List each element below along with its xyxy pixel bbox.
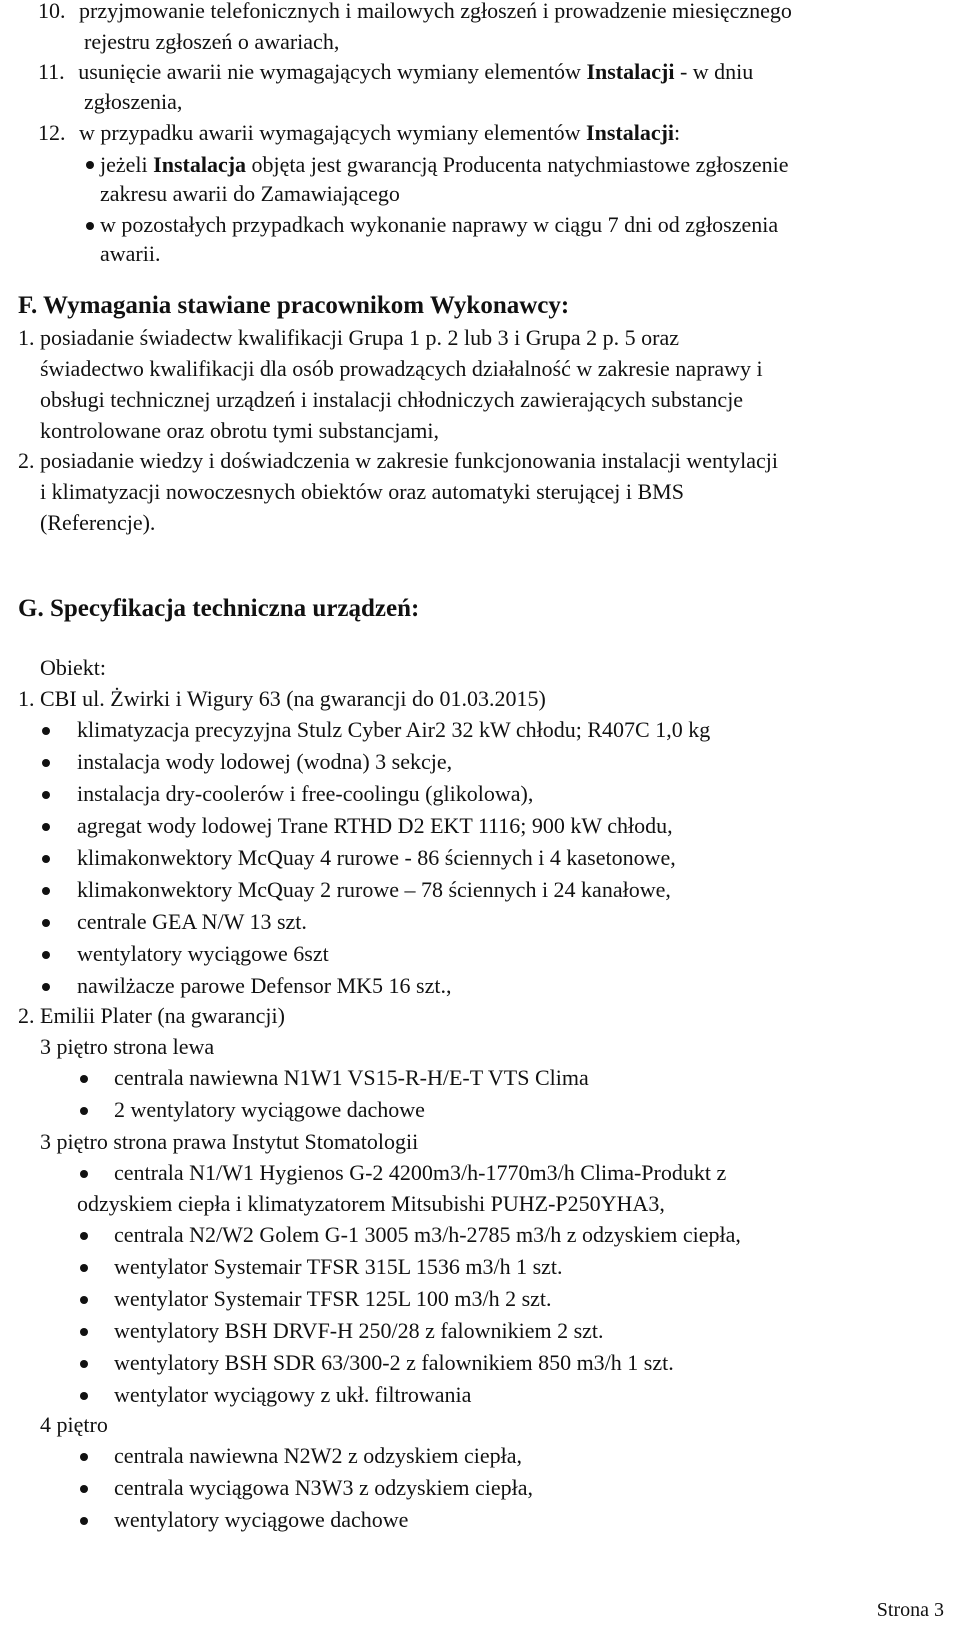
bullet-icon <box>42 919 50 927</box>
bullet-icon <box>86 222 94 230</box>
object-2-title: 2. Emilii Plater (na gwarancji) <box>18 1003 285 1028</box>
bullet-icon <box>80 1264 88 1272</box>
text-fragment: usunięcie awarii nie wymagających wymiany elementów <box>78 59 587 84</box>
list-item: agregat wody lodowej Trane RTHD D2 EKT 1116; 900 kW chłodu, <box>77 813 673 838</box>
bullet-icon <box>80 1453 88 1461</box>
bullet-icon <box>80 1170 88 1178</box>
bullet-icon <box>80 1075 88 1083</box>
list-item: wentylatory BSH SDR 63/300-2 z falownikiem 850 m3/h 1 szt. <box>114 1350 674 1375</box>
term-instalacji: Instalacji <box>586 120 675 145</box>
list-item: instalacja wody lodowej (wodna) 3 sekcje, <box>77 749 453 774</box>
item-text: przyjmowanie telefonicznych i mailowych zgłoszeń i prowadzenie miesięcznego <box>79 0 792 23</box>
sub-item-warranty-continuation: zakresu awarii do Zamawiającego <box>100 181 400 206</box>
list-item: centrala wyciągowa N3W3 z odzyskiem ciepła, <box>114 1475 534 1500</box>
list-item-11-continuation: zgłoszenia, <box>84 89 183 114</box>
section-f-heading: F. Wymagania stawiane pracownikom Wykonawcy: <box>18 292 570 319</box>
list-item-10 <box>38 0 792 26</box>
list-item: klimatyzacja precyzyjna Stulz Cyber Air2 32 kW chłodu; R407C 1,0 kg <box>77 717 711 742</box>
item-number: 12. <box>38 120 66 145</box>
bullet-icon <box>42 887 50 895</box>
section-f-item-1-line-1: 1. posiadanie świadectw kwalifikacji Grupa 1 p. 2 lub 3 i Grupa 2 p. 5 oraz <box>18 325 680 350</box>
list-item: instalacja dry-coolerów i free-coolingu (glikolowa), <box>77 781 534 806</box>
bullet-icon <box>42 983 50 991</box>
sub-item-other-cases: w pozostałych przypadkach wykonanie naprawy w ciągu 7 dni od zgłoszenia <box>100 212 779 237</box>
list-item: wentylator Systemair TFSR 125L 100 m3/h 2 szt. <box>114 1286 552 1311</box>
floor-3-right-label: 3 piętro strona prawa Instytut Stomatologii <box>40 1129 419 1154</box>
section-f-item-1-line-3: obsługi technicznej urządzeń i instalacji chłodniczych zawierających substancje <box>40 387 744 412</box>
term-instalacja: Instalacja <box>153 152 247 177</box>
section-f-item-1-line-4: kontrolowane oraz obrotu tymi substancjami, <box>40 418 439 443</box>
list-item-11 <box>38 57 753 87</box>
bullet-icon <box>42 727 50 735</box>
item-number: 10. <box>38 0 66 23</box>
list-item: centrala N1/W1 Hygienos G-2 4200m3/h-1770m3/h Clima-Produkt z <box>114 1160 727 1185</box>
list-item: 2 wentylatory wyciągowe dachowe <box>114 1097 425 1122</box>
list-item: klimakonwektory McQuay 2 rurowe – 78 ściennych i 24 kanałowe, <box>77 877 671 902</box>
bullet-icon <box>80 1392 88 1400</box>
list-item-10-continuation: rejestru zgłoszeń o awariach, <box>84 29 340 54</box>
sub-item-warranty <box>100 150 789 180</box>
bullet-icon <box>42 759 50 767</box>
text-fragment: - w dniu <box>674 59 754 84</box>
text-fragment: w przypadku awarii wymagających wymiany elementów <box>79 120 587 145</box>
section-f-item-2-line-1: 2. posiadanie wiedzy i doświadczenia w zakresie funkcjonowania instalacji wentylacji <box>18 448 778 473</box>
list-item: wentylator wyciągowy z ukł. filtrowania <box>114 1382 472 1407</box>
bullet-icon <box>42 855 50 863</box>
bullet-icon <box>80 1296 88 1304</box>
text-fragment: objęta jest gwarancją Producenta natychmiastowe zgłoszenie <box>246 152 789 177</box>
section-f-item-1-line-2: świadectwo kwalifikacji dla osób prowadzących działalność w zakresie naprawy i <box>40 356 763 381</box>
bullet-icon <box>80 1517 88 1525</box>
list-item: wentylatory wyciągowe 6szt <box>77 941 329 966</box>
list-item: centrala nawiewna N1W1 VS15-R-H/E-T VTS Clima <box>114 1065 589 1090</box>
list-item: wentylatory BSH DRVF-H 250/28 z falownikiem 2 szt. <box>114 1318 604 1343</box>
item-text <box>78 59 753 84</box>
bullet-icon <box>80 1360 88 1368</box>
list-item: centrala nawiewna N2W2 z odzyskiem ciepła, <box>114 1443 523 1468</box>
bullet-icon <box>80 1107 88 1115</box>
text-fragment: : <box>674 120 681 145</box>
floor-3-left-label: 3 piętro strona lewa <box>40 1034 215 1059</box>
object-label: Obiekt: <box>40 655 106 680</box>
floor-4-label: 4 piętro <box>40 1412 108 1437</box>
bullet-icon <box>80 1232 88 1240</box>
list-item: wentylator Systemair TFSR 315L 1536 m3/h 1 szt. <box>114 1254 563 1279</box>
item-number: 11. <box>38 59 65 84</box>
item-text <box>79 120 680 145</box>
bullet-icon <box>86 161 94 169</box>
sub-item-other-cases-continuation: awarii. <box>100 241 161 266</box>
list-item-12 <box>38 118 680 148</box>
list-item: centrale GEA N/W 13 szt. <box>77 909 307 934</box>
bullet-icon <box>80 1485 88 1493</box>
list-item: klimakonwektory McQuay 4 rurowe - 86 ściennych i 4 kasetonowe, <box>77 845 676 870</box>
text-fragment: jeżeli <box>100 152 154 177</box>
section-f-item-2-line-2: i klimatyzacji nowoczesnych obiektów oraz automatyki sterującej i BMS <box>40 479 684 504</box>
bullet-icon <box>80 1328 88 1336</box>
list-item: nawilżacze parowe Defensor MK5 16 szt., <box>77 973 452 998</box>
term-instalacji: Instalacji <box>586 59 675 84</box>
bullet-icon <box>42 823 50 831</box>
page-number: Strona 3 <box>876 1599 944 1621</box>
bullet-icon <box>42 951 50 959</box>
object-1-title: 1. CBI ul. Żwirki i Wigury 63 (na gwarancji do 01.03.2015) <box>18 686 546 711</box>
bullet-icon <box>42 791 50 799</box>
list-item: centrala N2/W2 Golem G-1 3005 m3/h-2785 m3/h z odzyskiem ciepła, <box>114 1222 741 1247</box>
section-g-heading: G. Specyfikacja techniczna urządzeń: <box>18 595 420 622</box>
section-f-item-2-line-3: (Referencje). <box>40 510 156 535</box>
list-item: wentylatory wyciągowe dachowe <box>114 1507 409 1532</box>
list-item-continuation: odzyskiem ciepła i klimatyzatorem Mitsubishi PUHZ-P250YHA3, <box>77 1191 665 1216</box>
